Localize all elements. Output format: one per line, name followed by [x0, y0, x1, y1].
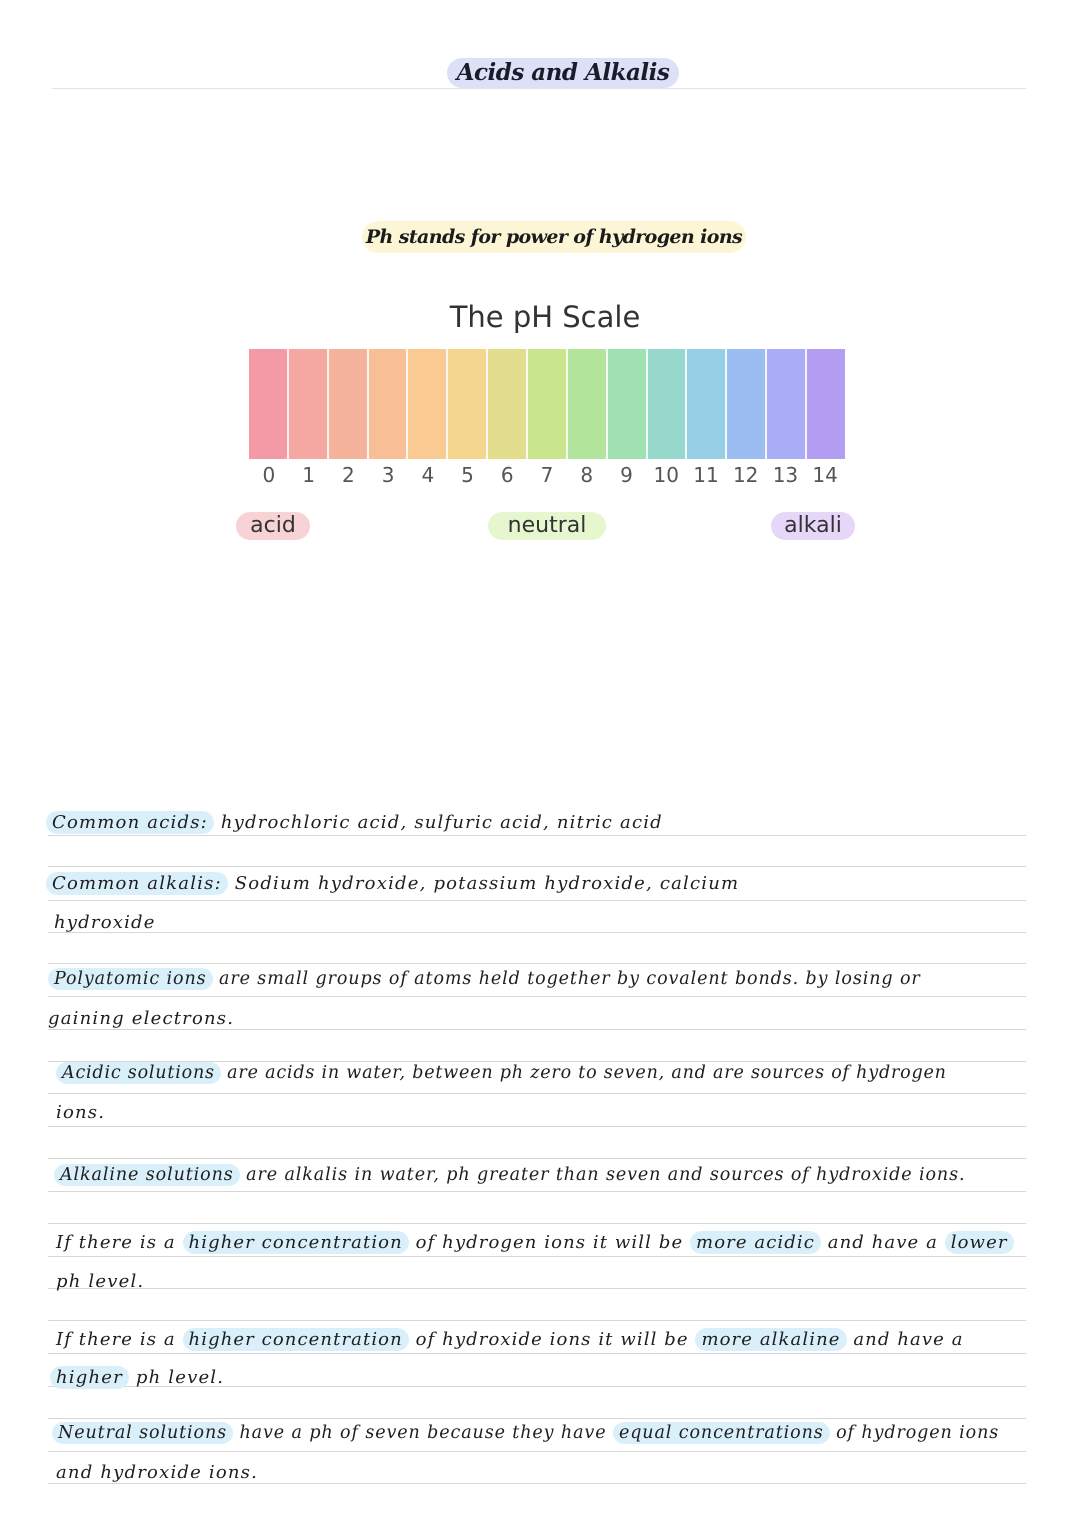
ruled-line	[48, 963, 1026, 964]
ph-tick-1: 1	[302, 463, 315, 487]
highlight-text: more acidic	[690, 1231, 821, 1254]
ph-tick-8: 8	[580, 463, 594, 487]
ruled-line	[48, 1320, 1026, 1321]
ruled-line	[48, 1288, 1026, 1289]
note-acidic-solutions	[56, 1063, 947, 1083]
note-text: are alkalis in water, ph greater than seven and sources of hydroxide ions.	[239, 1165, 966, 1185]
highlight-text: Neutral solutions	[52, 1422, 233, 1444]
note-hydroxide-concentration-cont	[50, 1367, 224, 1388]
ruled-line	[48, 1483, 1026, 1484]
note-common-acids	[46, 812, 663, 833]
note-neutral-solutions-cont: and hydroxide ions.	[56, 1462, 259, 1483]
ph-tick-12: 12	[732, 463, 759, 487]
note-term: Alkaline solutions	[54, 1164, 240, 1186]
ruled-line	[48, 1223, 1026, 1224]
note-text: If there is a	[56, 1329, 183, 1350]
note-text: are acids in water, between ph zero to seven, and are sources of hydrogen	[220, 1063, 947, 1083]
ruled-line	[48, 1158, 1026, 1159]
ruled-line	[48, 866, 1026, 867]
highlight-text: equal concentrations	[613, 1422, 830, 1444]
ph-tick-0: 0	[262, 463, 276, 487]
note-text: If there is a	[56, 1232, 183, 1253]
note-term: Acidic solutions	[56, 1062, 221, 1084]
alkali-label: alkali	[771, 512, 855, 540]
note-hydroxide-concentration	[56, 1329, 964, 1350]
note-polyatomic-ions	[48, 969, 921, 989]
note-term: Common acids:	[46, 811, 214, 834]
ruled-line	[48, 1256, 1026, 1257]
note-polyatomic-ions-cont: gaining electrons.	[48, 1008, 235, 1029]
note-alkaline-solutions	[54, 1165, 965, 1185]
highlight-text: more alkaline	[695, 1328, 846, 1351]
note-text: and have a	[846, 1329, 964, 1350]
ruled-line	[48, 1418, 1026, 1419]
ph-tick-10: 10	[653, 463, 679, 487]
ruled-line	[48, 1029, 1026, 1030]
ph-tick-13: 13	[772, 463, 799, 487]
note-acidic-solutions-cont: ions.	[56, 1102, 106, 1123]
ph-tick-11: 11	[693, 463, 719, 487]
acid-label: acid	[236, 512, 310, 540]
ruled-line	[48, 1353, 1026, 1354]
highlight-text: higher	[50, 1366, 129, 1389]
ph-tick-14: 14	[812, 463, 838, 487]
ph-tick-6: 6	[500, 463, 514, 487]
note-common-alkalis	[46, 873, 739, 894]
ruled-line	[48, 996, 1026, 997]
note-hydrogen-concentration	[56, 1232, 1014, 1253]
note-text: are small groups of atoms held together by covalent bonds. by losing or	[212, 969, 921, 989]
note-common-alkalis-cont: hydroxide	[54, 912, 156, 933]
note-text: of hydrogen ions	[829, 1423, 1000, 1443]
ruled-line	[48, 1093, 1026, 1094]
note-term: Polyatomic ions	[48, 968, 213, 990]
note-text: of hydroxide ions it will be	[408, 1329, 696, 1350]
ph-tick-5: 5	[461, 463, 474, 487]
ruled-line	[48, 932, 1026, 933]
note-hydrogen-concentration-cont: ph level.	[56, 1271, 145, 1292]
ph-tick-2: 2	[341, 463, 355, 487]
ruled-line	[48, 1126, 1026, 1127]
note-text: hydrochloric acid, sulfuric acid, nitric acid	[213, 812, 663, 833]
note-text: and have a	[820, 1232, 945, 1253]
neutral-label: neutral	[488, 512, 606, 540]
note-text: have a ph of seven because they have	[233, 1423, 613, 1443]
ph-tick-4: 4	[421, 463, 435, 487]
note-text: Sodium hydroxide, potassium hydroxide, calcium	[227, 873, 740, 894]
highlight-text: higher concentration	[183, 1231, 409, 1254]
ruled-line	[48, 835, 1026, 836]
ruled-line	[48, 900, 1026, 901]
ph-tick-7: 7	[540, 463, 554, 487]
note-neutral-solutions	[52, 1423, 999, 1443]
highlight-text: lower	[945, 1231, 1014, 1254]
ph-scale-title: The pH Scale	[449, 300, 641, 334]
note-term: Common alkalis:	[46, 872, 228, 895]
ph-tick-3: 3	[381, 463, 395, 487]
ph-definition: Ph stands for power of hydrogen ions	[362, 221, 746, 253]
ruled-line	[48, 1451, 1026, 1452]
page-title: Acids and Alkalis	[447, 58, 679, 88]
note-text: ph level.	[128, 1367, 225, 1388]
highlight-text: higher concentration	[183, 1328, 409, 1351]
ph-tick-9: 9	[620, 463, 633, 487]
ruled-line	[48, 1191, 1026, 1192]
note-text: of hydrogen ions it will be	[408, 1232, 691, 1253]
